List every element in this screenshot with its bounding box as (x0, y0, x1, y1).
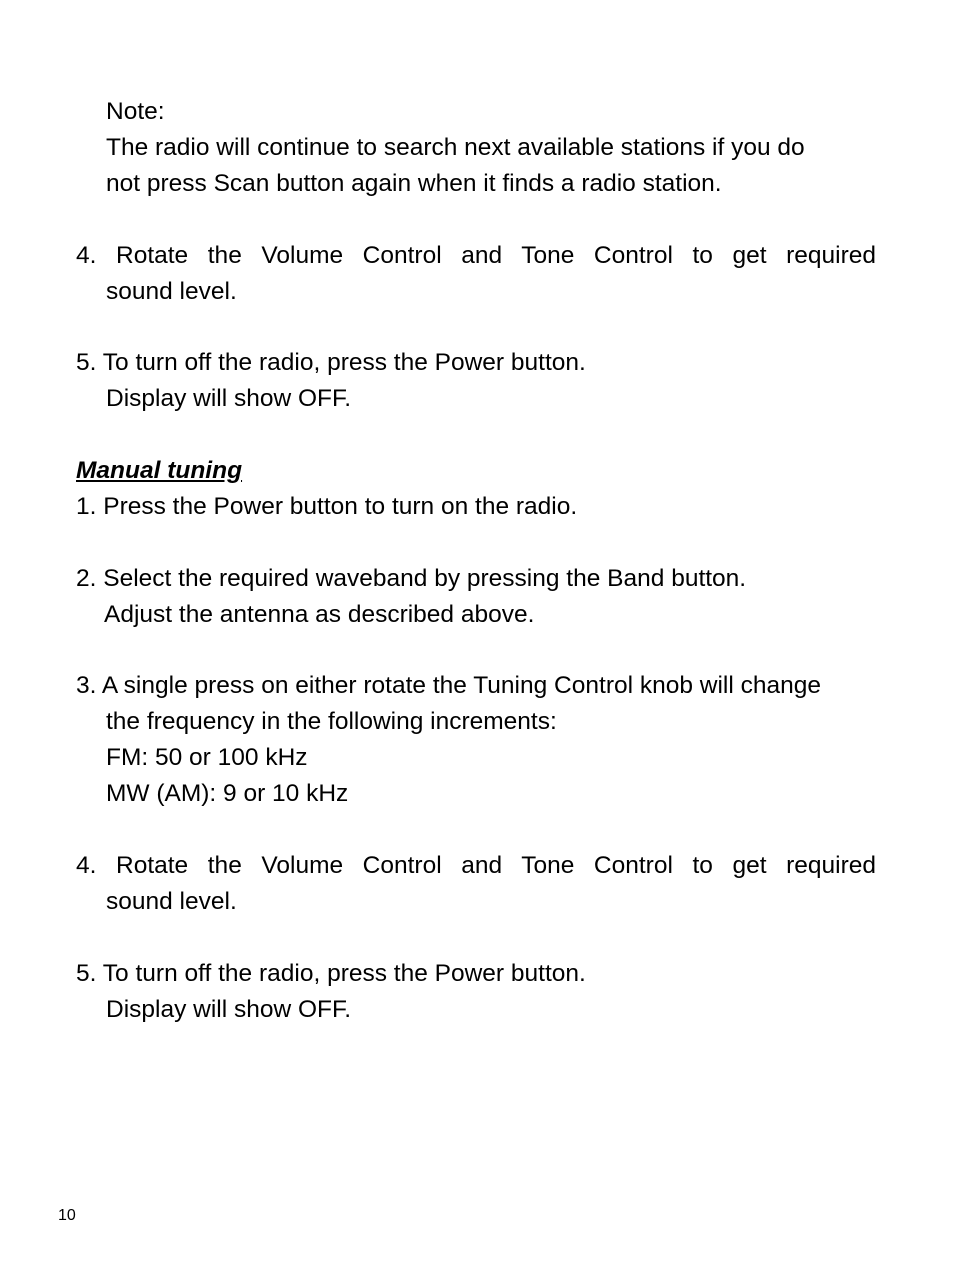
note-text-line-2: not press Scan button again when it finds a radio station. (106, 170, 722, 197)
note-label: Note: (106, 98, 165, 125)
manual-step-4-line-2: sound level. (106, 888, 237, 915)
manual-step-3-line-1: 3. A single press on either rotate the Tuning Control knob will change (76, 672, 821, 699)
scan-step-4-line-2: sound level. (106, 278, 237, 305)
manual-step-2-line-1: 2. Select the required waveband by pressing the Band button. (76, 565, 747, 592)
page-number: 10 (58, 1207, 76, 1224)
manual-step-5-line-1: 5. To turn off the radio, press the Power button. (76, 960, 586, 987)
scan-step-4-line-1: 4. Rotate the Volume Control and Tone Control to get required (76, 242, 876, 269)
note-text-line-1: The radio will continue to search next available stations if you do (106, 134, 805, 161)
manual-step-3-line-2: the frequency in the following increments: (106, 708, 557, 735)
scan-step-5-line-1: 5. To turn off the radio, press the Power button. (76, 349, 586, 376)
manual-step-3-line-3: FM: 50 or 100 kHz (106, 744, 308, 771)
manual-step-5-line-2: Display will show OFF. (106, 996, 352, 1023)
manual-step-3-line-4: MW (AM): 9 or 10 kHz (106, 780, 349, 807)
scan-step-5-line-2: Display will show OFF. (106, 385, 352, 412)
manual-tuning-heading: Manual tuning (76, 457, 243, 484)
manual-step-2-line-2: Adjust the antenna as described above. (104, 601, 535, 628)
manual-step-4-line-1: 4. Rotate the Volume Control and Tone Control to get required (76, 852, 876, 879)
manual-step-1: 1. Press the Power button to turn on the radio. (76, 493, 578, 520)
